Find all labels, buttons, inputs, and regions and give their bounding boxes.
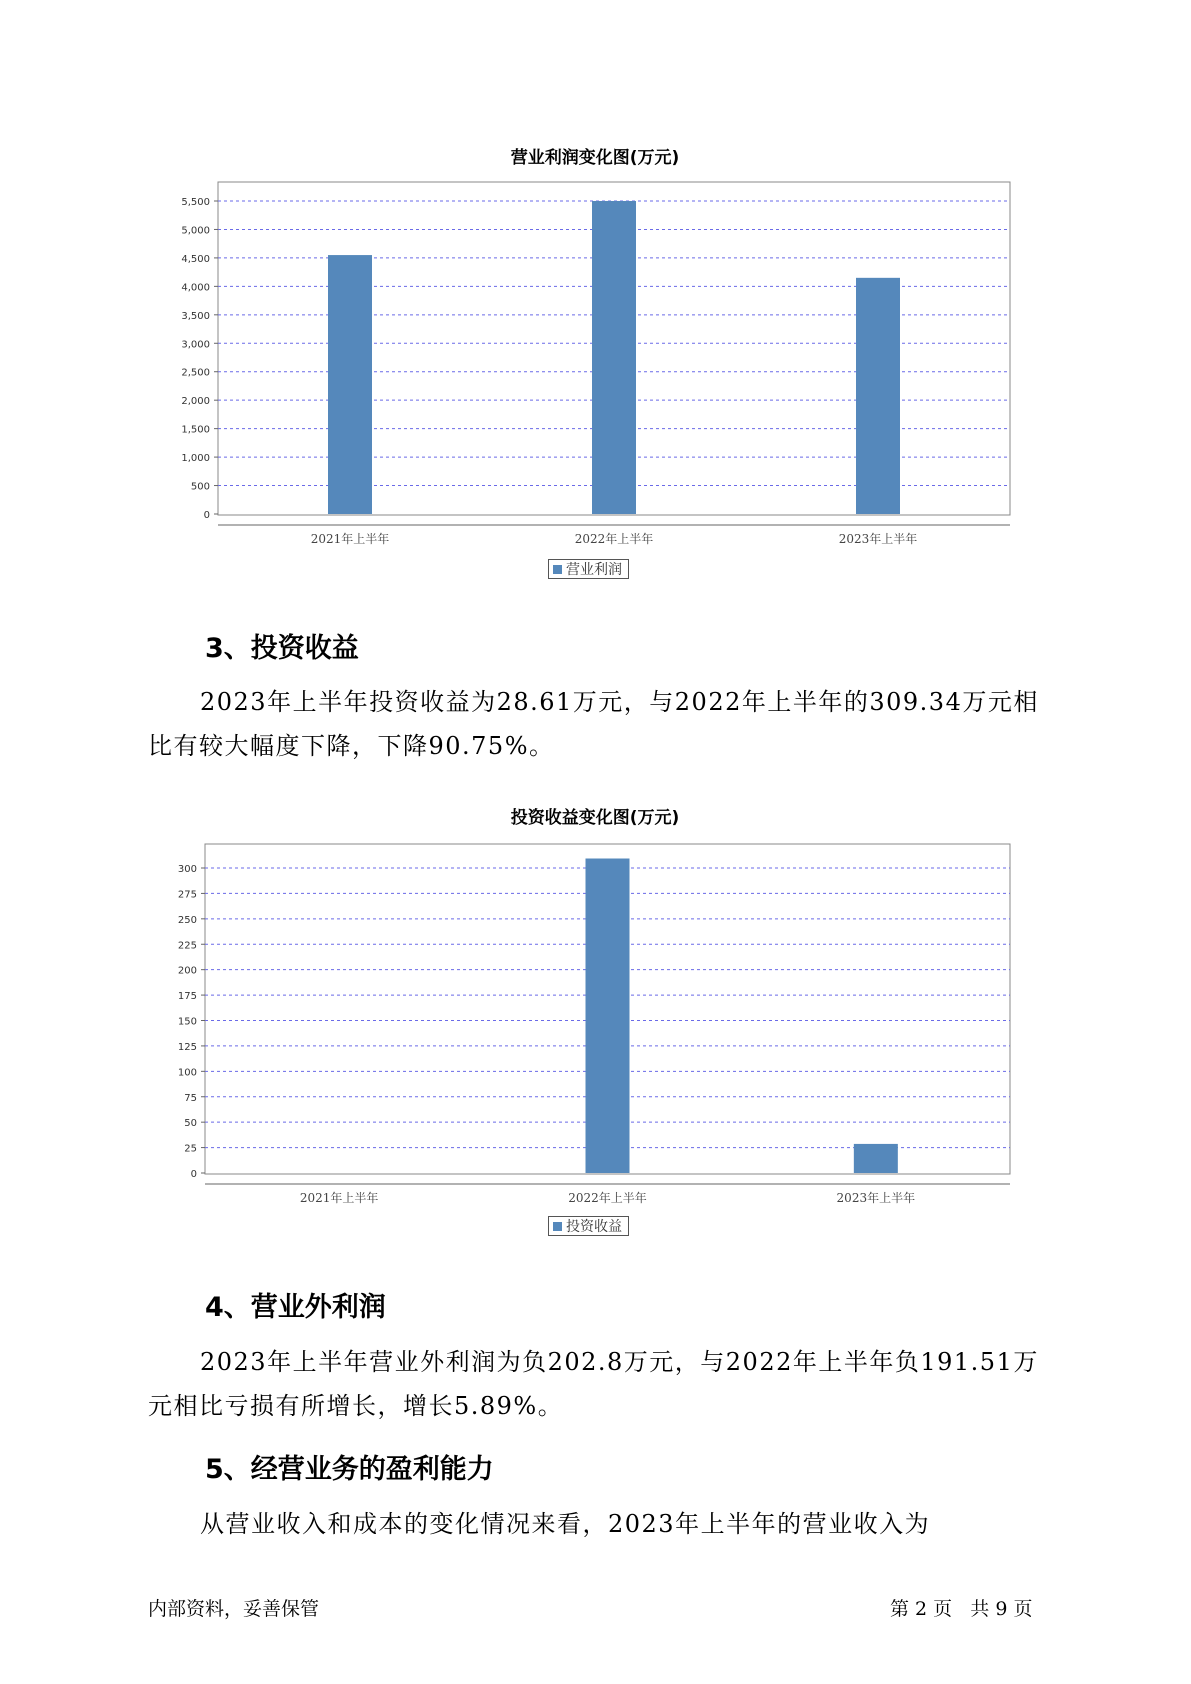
y-tick-label: 125 (177, 1041, 197, 1053)
section3-para-line1: 2023年上半年投资收益为28.61万元，与2022年上半年的309.34万元相 (200, 688, 1039, 716)
y-tick-label: 100 (177, 1067, 197, 1079)
y-tick-label: 150 (177, 1016, 197, 1028)
legend-swatch (553, 1222, 562, 1231)
footer-right: 第 2 页 共 9 页 (890, 1598, 1033, 1620)
y-tick-label: 2,500 (181, 367, 210, 379)
bar (586, 859, 630, 1173)
y-tick-label: 25 (184, 1143, 197, 1155)
section3-heading: 3、投资收益 (205, 633, 359, 664)
section5-para-line1: 从营业收入和成本的变化情况来看，2023年上半年的营业收入为 (200, 1510, 931, 1538)
y-tick-label: 1,000 (181, 453, 210, 465)
y-tick-label: 3,000 (181, 339, 210, 351)
y-tick-label: 275 (177, 889, 197, 901)
x-tick-label: 2022年上半年 (574, 532, 654, 546)
x-tick-label: 2022年上半年 (568, 1191, 647, 1205)
y-tick-label: 175 (177, 991, 197, 1003)
y-tick-label: 75 (184, 1092, 197, 1104)
y-tick-label: 225 (177, 940, 197, 952)
bar (854, 1144, 898, 1173)
y-tick-label: 4,500 (181, 253, 210, 265)
section5-heading: 5、经营业务的盈利能力 (205, 1454, 494, 1485)
section4-heading: 4、营业外利润 (205, 1292, 386, 1323)
section4-para-line2: 元相比亏损有所增长，增长5.89%。 (148, 1392, 564, 1420)
chart1-title: 营业利润变化图(万元) (510, 148, 680, 168)
y-tick-label: 1,500 (181, 424, 210, 436)
y-tick-label: 250 (177, 914, 197, 926)
y-tick-label: 5,000 (181, 225, 210, 237)
section4-para-line1: 2023年上半年营业外利润为负202.8万元，与2022年上半年负191.51万 (200, 1348, 1039, 1376)
footer-left: 内部资料，妥善保管 (148, 1598, 320, 1620)
y-tick-label: 200 (177, 965, 197, 977)
chart2-title: 投资收益变化图(万元) (510, 808, 680, 828)
y-tick-label: 2,000 (181, 396, 210, 408)
x-tick-label: 2023年上半年 (836, 1191, 916, 1205)
y-tick-label: 3,500 (181, 310, 210, 322)
y-tick-label: 0 (190, 1169, 197, 1180)
x-tick-label: 2023年上半年 (838, 532, 918, 546)
chart2-legend-label: 投资收益 (566, 1219, 622, 1235)
y-tick-label: 50 (184, 1118, 197, 1130)
y-tick-label: 5,500 (181, 197, 210, 208)
x-tick-label: 2021年上半年 (310, 532, 390, 546)
y-tick-label: 0 (203, 510, 210, 521)
y-tick-label: 500 (190, 481, 210, 493)
chart2-legend (548, 1216, 629, 1236)
section3-para-line2: 比有较大幅度下降，下降90.75%。 (148, 732, 555, 760)
chart1-legend-label: 营业利润 (566, 562, 622, 578)
x-tick-label: 2021年上半年 (299, 1191, 379, 1205)
y-tick-label: 4,000 (181, 282, 210, 294)
y-tick-label: 300 (177, 864, 197, 875)
